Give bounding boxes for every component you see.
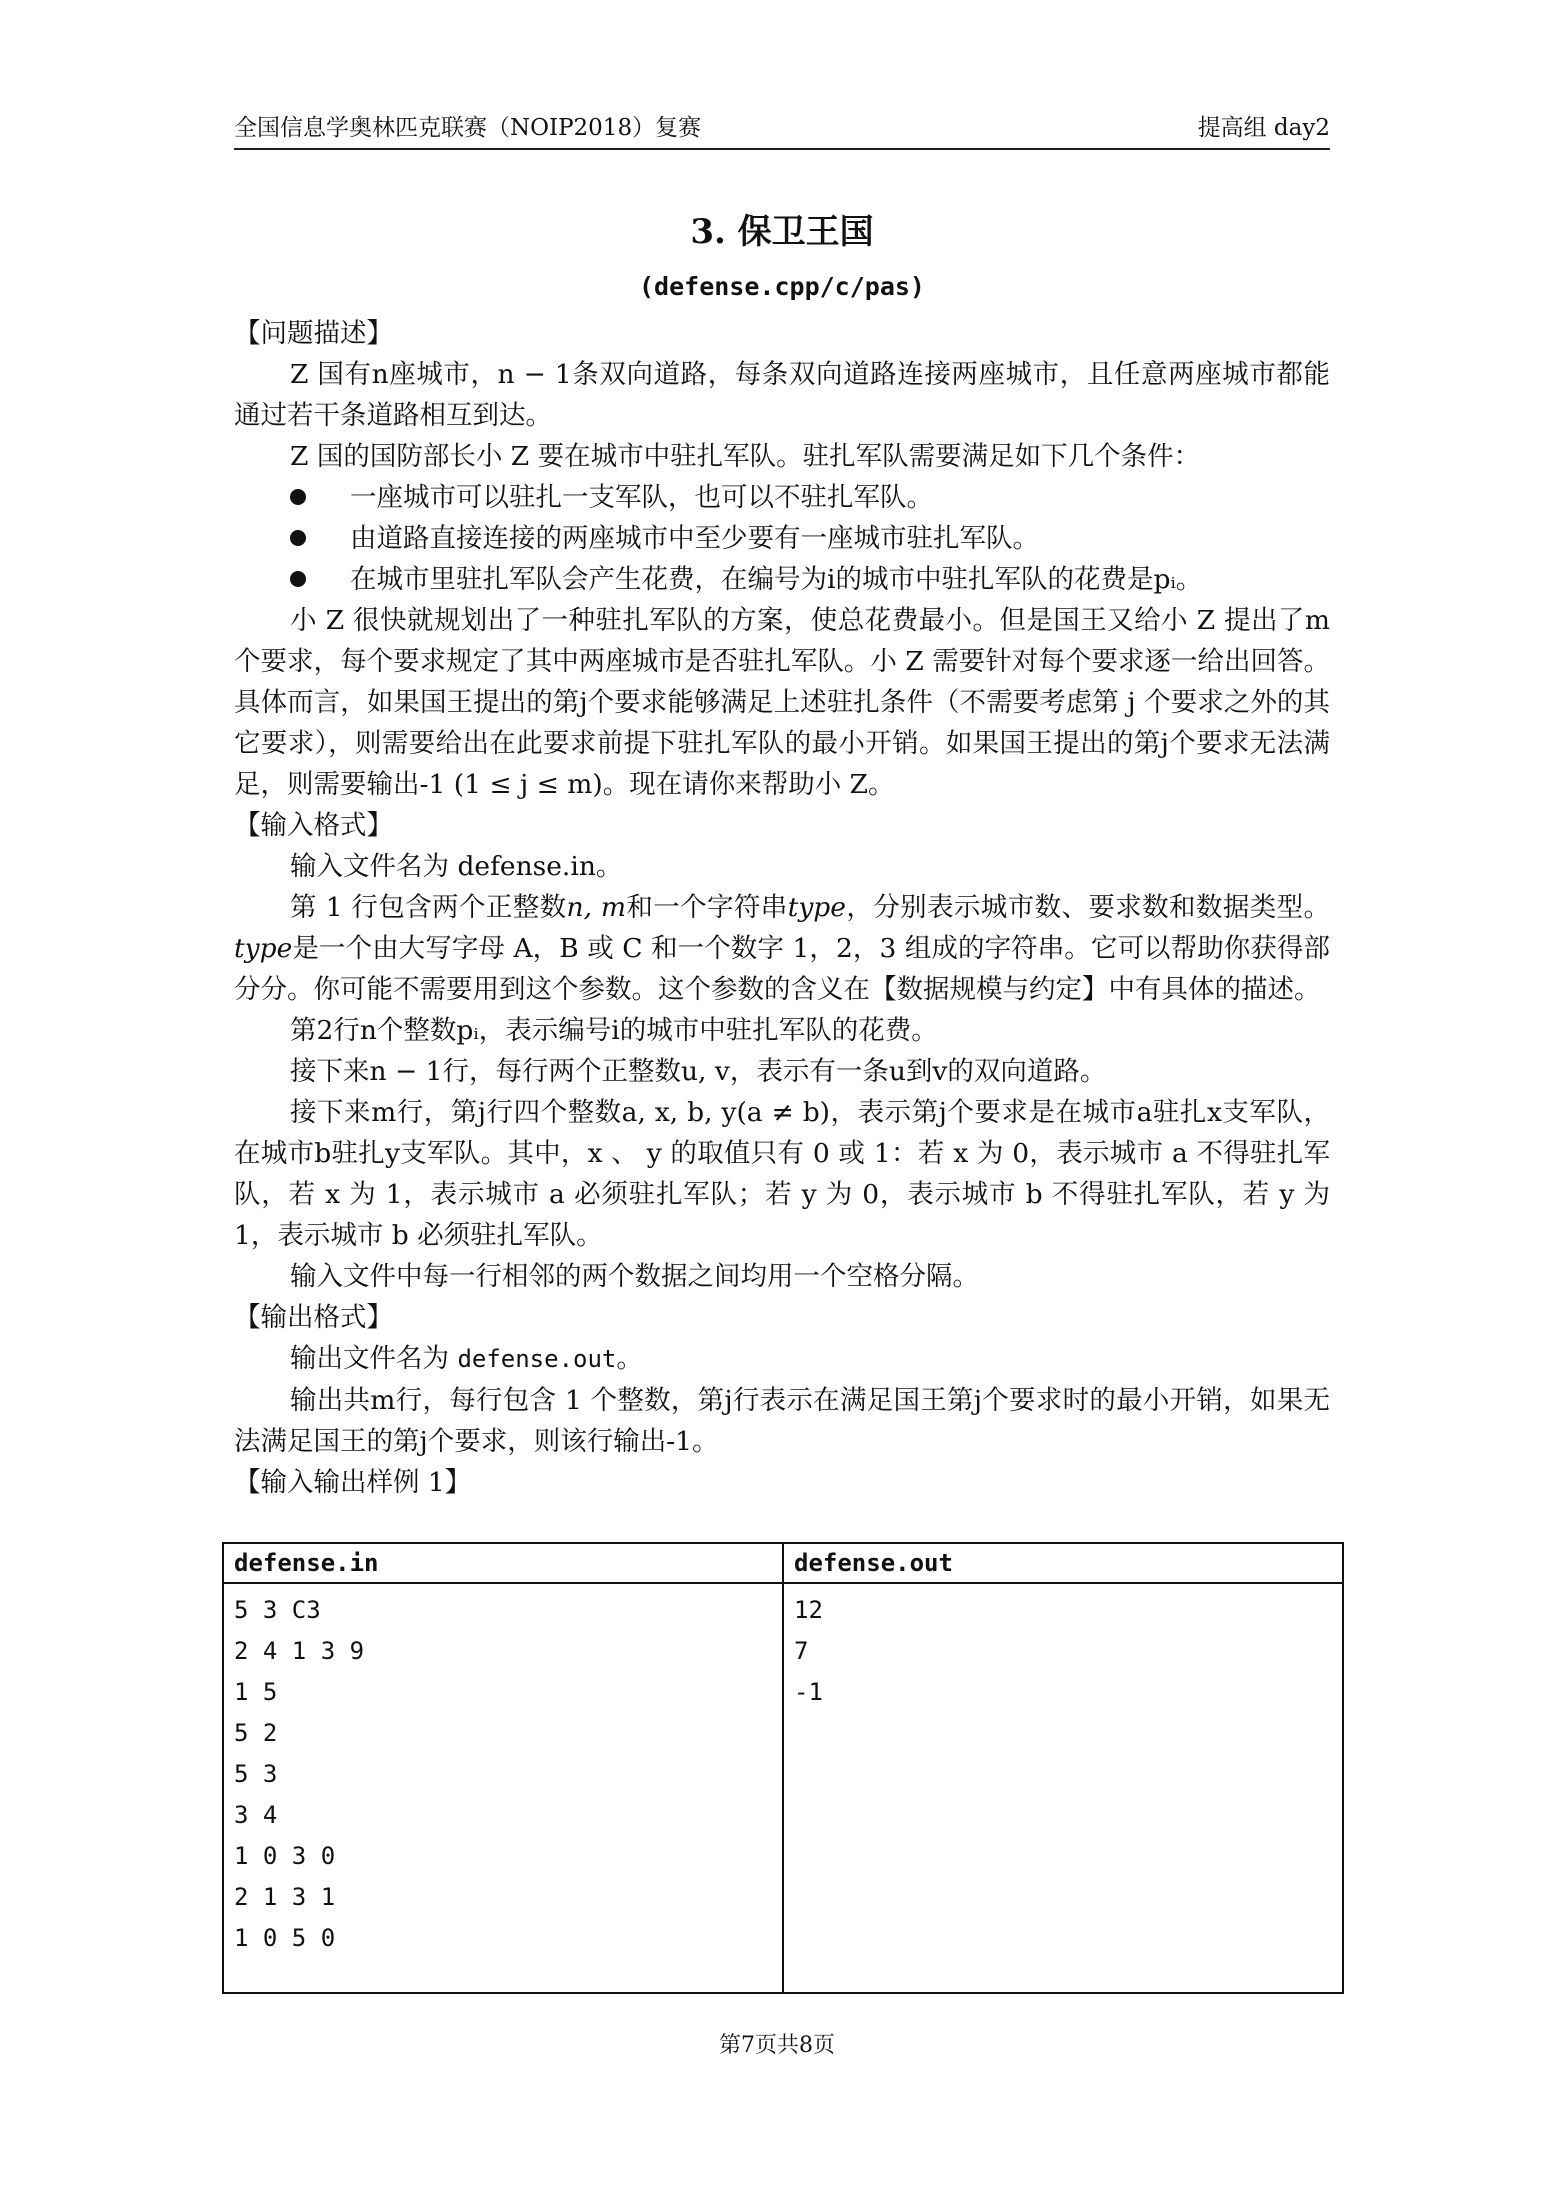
sample-input-line: 1 0 3 0: [234, 1842, 336, 1870]
sample-input-line: 1 5: [234, 1678, 278, 1706]
page-footer: 第7页共8页: [719, 2033, 835, 2058]
page-header: [234, 108, 1330, 150]
input-paragraph-6: 输入文件中每一行相邻的两个数据之间均用一个空格分隔。: [290, 1261, 979, 1292]
problem-body: [234, 313, 1330, 1503]
sample-input-header: defense.in: [223, 1543, 783, 1583]
sample-input-line: 3 4: [234, 1801, 278, 1829]
bullet-dot-icon: [290, 489, 306, 505]
section-heading-sample: 【输入输出样例 1】: [234, 1467, 472, 1498]
section-heading-input: 【输入格式】: [234, 810, 393, 841]
condition-bullet-1: 一座城市可以驻扎一支军队，也可以不驻扎军队。: [234, 477, 1330, 518]
section-heading-description: 【问题描述】: [234, 318, 393, 349]
description-paragraph-3: 小 Z 很快就规划出了一种驻扎军队的方案，使总花费最小。但是国王又给小 Z 提出了m个要求，每个要求规定了其中两座城市是否驻扎军队。小 Z 需要针对每个要求逐一给出回答。具体而言，如果国王提出的第j个要求能够满足上述驻扎条件（不需要考虑第 j 个要求之外的其它要求），则需要给出在此要求前提下驻扎军队的最小开销。如果国王提出的第j个要求无法满足，则需要输出-1 (1 ≤ j ≤ m)。现在请你来帮助小 Z。: [234, 605, 1330, 800]
bullet-dot-icon: [290, 530, 306, 546]
header-contest-name: 全国信息学奥林匹克联赛（NOIP2018）复赛: [234, 115, 702, 141]
sample-input-line: 1 0 5 0: [234, 1924, 336, 1952]
description-paragraph-2: Z 国的国防部长小 Z 要在城市中驻扎军队。驻扎军队需要满足如下几个条件：: [290, 441, 1201, 472]
bullet-dot-icon: [290, 571, 306, 587]
problem-title: 3. 保卫王国: [690, 212, 874, 252]
sample-output-cell: [783, 1583, 1343, 1993]
sample-output-line: 12: [794, 1596, 823, 1624]
sample-input-cell: [223, 1583, 783, 1993]
condition-bullet-2: 由道路直接连接的两座城市中至少要有一座城市驻扎军队。: [234, 518, 1330, 559]
problem-filenames: (defense.cpp/c/pas): [639, 272, 925, 301]
condition-bullet-3: 在城市里驻扎军队会产生花费，在编号为i的城市中驻扎军队的花费是pᵢ。: [234, 559, 1330, 600]
sample-input-line: 5 2: [234, 1719, 278, 1747]
sample-input-line: 2 1 3 1: [234, 1883, 336, 1911]
header-group-day: 提高组 day2: [1197, 115, 1330, 141]
sample-input-line: 2 4 1 3 9: [234, 1637, 365, 1665]
sample-io-table: [222, 1542, 1344, 1994]
input-paragraph-5: 接下来m行，第j行四个整数a, x, b, y(a ≠ b)，表示第j个要求是在城市a驻扎x支军队，在城市b驻扎y支军队。其中，x 、 y 的取值只有 0 或 1：若 x 为 0，表示城市 a 不得驻扎军队，若 x 为 1，表示城市 a 必须驻扎军队；若 y 为 0，表示城市 b 不得驻扎军队，若 y 为 1，表示城市 b 必须驻扎军队。: [234, 1097, 1330, 1251]
input-paragraph-1: 输入文件名为 defense.in。: [290, 851, 623, 882]
sample-output-line: 7: [794, 1637, 809, 1665]
sample-input-line: 5 3 C3: [234, 1596, 321, 1624]
output-paragraph-1: 输出文件名为 defense.out。: [290, 1343, 643, 1374]
sample-output-header: defense.out: [783, 1543, 1343, 1583]
input-paragraph-4: 接下来n − 1行，每行两个正整数u, v，表示有一条u到v的双向道路。: [290, 1056, 1107, 1087]
description-paragraph-1: Z 国有n座城市，n − 1条双向道路，每条双向道路连接两座城市，且任意两座城市都能通过若干条道路相互到达。: [234, 359, 1330, 431]
output-paragraph-2: 输出共m行，每行包含 1 个整数，第j行表示在满足国王第j个要求时的最小开销，如果无法满足国王的第j个要求，则该行输出-1。: [234, 1385, 1330, 1457]
input-paragraph-2: 第 1 行包含两个正整数n, m和一个字符串type，分别表示城市数、要求数和数据类型。type是一个由大写字母 A，B 或 C 和一个数字 1，2，3 组成的字符串。它可以帮助你获得部分分。你可能不需要用到这个参数。这个参数的含义在【数据规模与约定】中有具体的描述。: [234, 892, 1330, 1005]
section-heading-output: 【输出格式】: [234, 1302, 393, 1333]
input-paragraph-3: 第2行n个整数pᵢ，表示编号i的城市中驻扎军队的花费。: [290, 1015, 938, 1046]
sample-output-line: -1: [794, 1678, 823, 1706]
sample-input-line: 5 3: [234, 1760, 278, 1788]
